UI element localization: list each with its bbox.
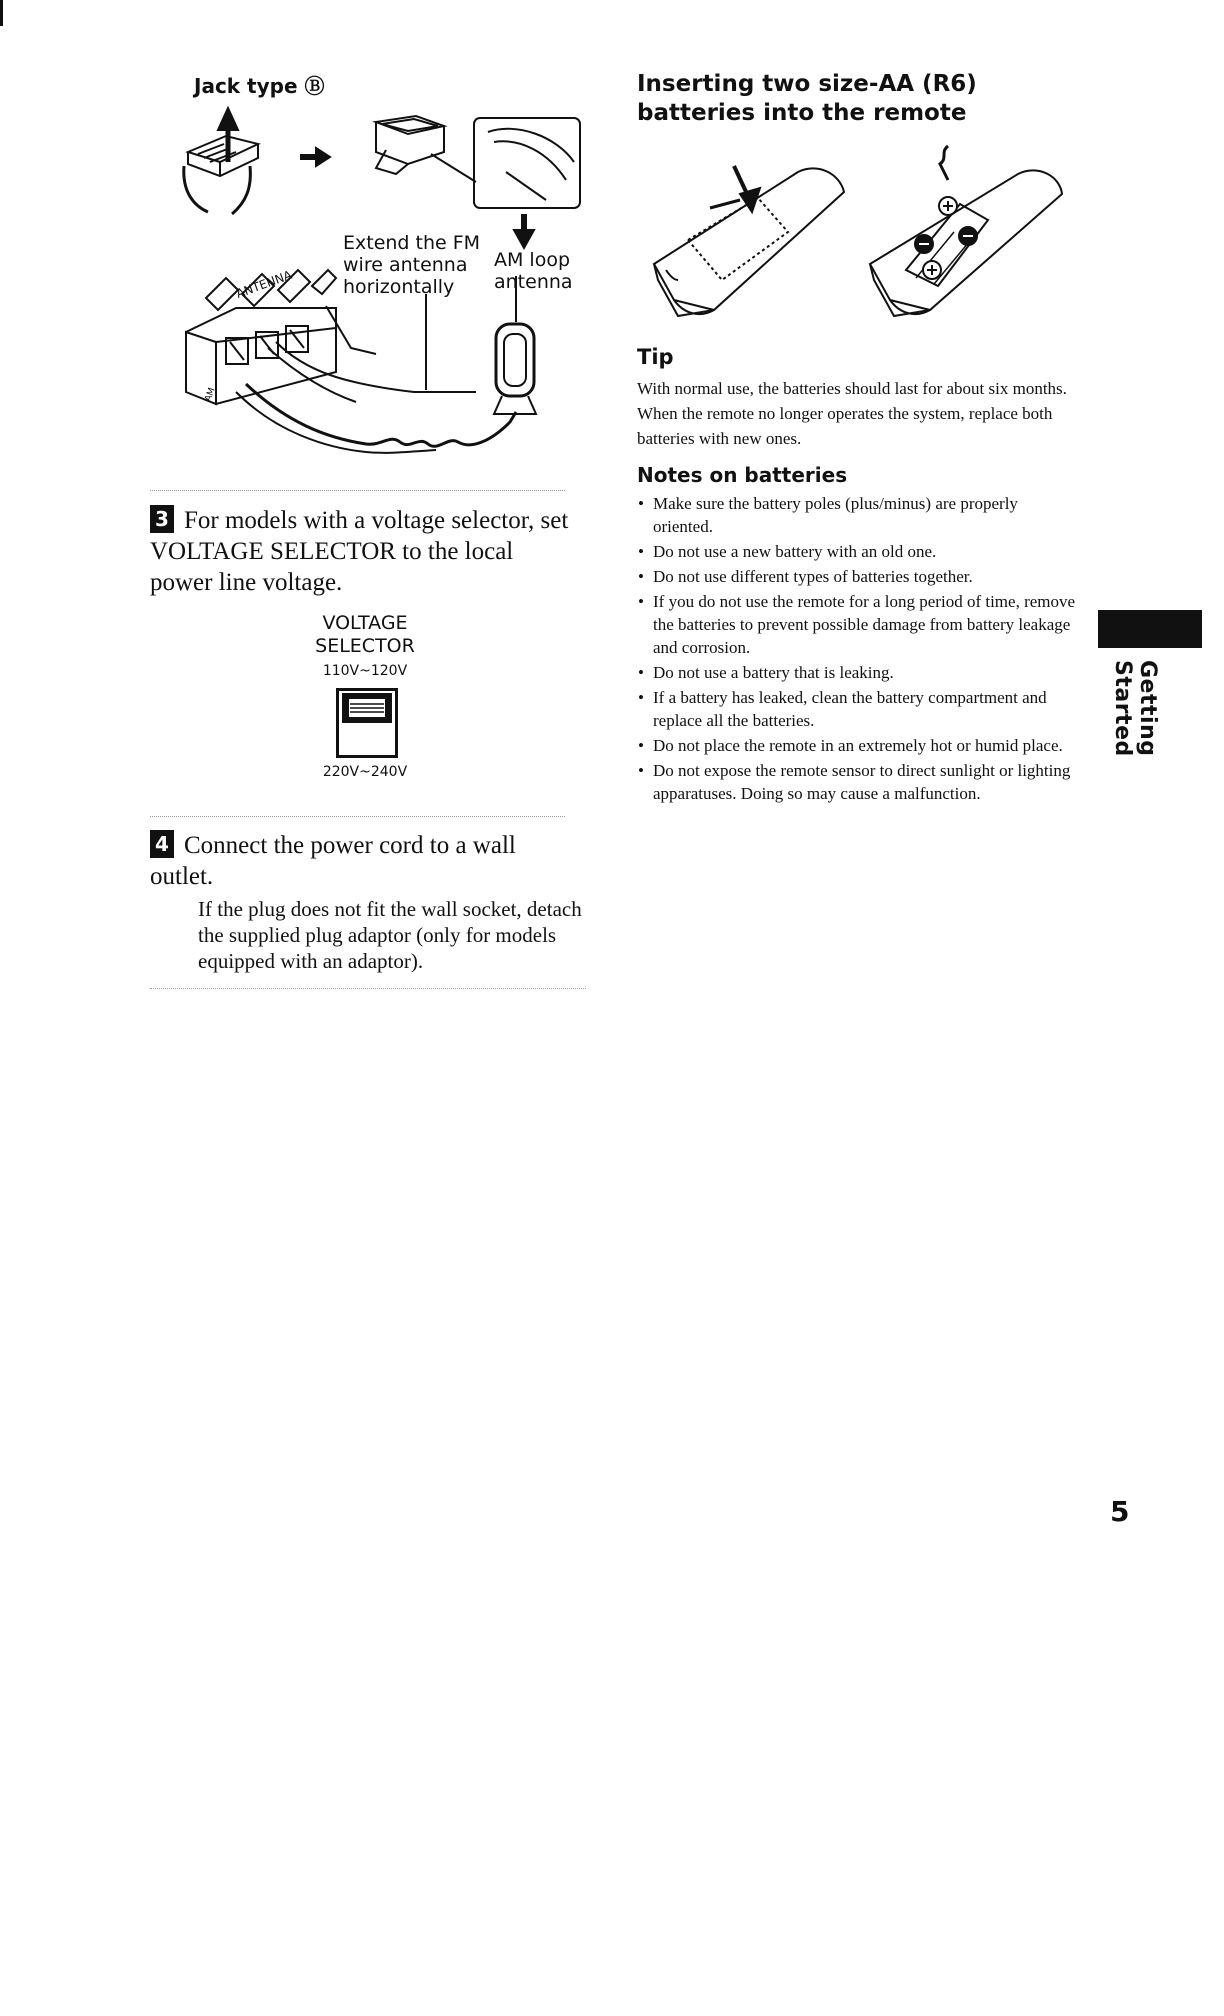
section-divider (150, 988, 586, 989)
tip-body: With normal use, the batteries should last for about six months. When the remote no longer operates the system, replace both batteries with new ones. (637, 379, 1067, 448)
remote-cover-removal-drawing (654, 166, 844, 316)
fm-label-line: Extend the FM (343, 232, 481, 254)
right-arrow-head-icon (316, 148, 330, 166)
fm-wire-lead (326, 306, 376, 354)
panel-am-label: AM (203, 386, 218, 404)
step-3-text: For models with a voltage selector, set VOLTAGE SELECTOR to the local power line voltage. (150, 507, 569, 596)
voltage-selector-title-line: VOLTAGE (322, 612, 408, 634)
batteries-heading: Inserting two size-AA (R6) batteries into the remote (637, 71, 977, 126)
jack-press-drawing (184, 108, 258, 214)
list-item: • Do not use a new battery with an old one. (637, 540, 1077, 563)
am-loop-stand-drawing (372, 110, 476, 182)
panel-antenna-label: ANTENNA (234, 267, 294, 301)
notes-list (637, 492, 1077, 807)
voltage-selector-switch (336, 688, 398, 758)
step-3-number: 3 (150, 505, 174, 533)
fm-label-line: wire antenna (343, 254, 468, 276)
step-4-detail: If the plug does not fit the wall socket, detach the supplied plug adaptor (only for models equipped with an adaptor). (198, 897, 582, 973)
tip-heading: Tip (637, 345, 674, 369)
section-tab-marker (1098, 610, 1202, 648)
remote-battery-illustration (648, 140, 1068, 320)
section-tab-label: Getting Started (1110, 660, 1160, 757)
jack-type-heading (194, 70, 325, 99)
remote-battery-insert-drawing (870, 146, 1062, 316)
notes-heading: Notes on batteries (637, 463, 848, 487)
am-antenna-label (494, 249, 573, 293)
list-item: • If you do not use the remote for a long period of time, remove the batteries to prevent possible damage from battery leakage and corrosion. (637, 590, 1077, 659)
am-cord (246, 384, 516, 446)
step-4-number: 4 (150, 830, 174, 858)
voltage-selector-title (300, 612, 430, 658)
fm-wire-2 (268, 348, 356, 402)
section-tab (1098, 660, 1160, 860)
list-item: • Do not expose the remote sensor to direct sunlight or lighting apparatuses. Doing so may cause a malfunction. (637, 759, 1077, 805)
step-4-text: Connect the power cord to a wall outlet. (150, 832, 516, 890)
list-item: • Do not use different types of batteries together. (637, 565, 1077, 588)
fm-antenna-label (343, 232, 480, 298)
jack-type-heading-text: Jack type (194, 74, 298, 98)
list-item: • Do not use a battery that is leaking. (637, 661, 1077, 684)
list-item: • If a battery has leaked, clean the battery compartment and replace all the batteries. (637, 686, 1077, 732)
section-divider (150, 490, 565, 491)
fm-label-line: horizontally (343, 276, 455, 298)
step-4 (150, 830, 570, 892)
jack-type-badge: Ⓑ (304, 74, 325, 98)
fm-wire (276, 342, 476, 392)
step-3 (150, 505, 570, 598)
down-arrow-head-icon (514, 230, 534, 248)
am-label-line: AM loop (494, 249, 571, 271)
list-item: • Make sure the battery poles (plus/minus) are properly oriented. (637, 492, 1077, 538)
section-divider (150, 816, 565, 817)
list-item: • Do not place the remote in an extremely hot or humid place. (637, 734, 1077, 757)
page-number: 5 (1110, 1495, 1130, 1528)
voltage-selector-title-line: SELECTOR (315, 635, 415, 657)
voltage-selector-bottom-value: 220V~240V (322, 764, 408, 780)
detail-inset-drawing (488, 129, 574, 200)
am-label-line: antenna (494, 271, 573, 293)
binding-mark (0, 0, 3, 26)
am-loop-antenna-drawing (494, 276, 536, 414)
voltage-selector-top-value: 110V~120V (322, 663, 408, 679)
